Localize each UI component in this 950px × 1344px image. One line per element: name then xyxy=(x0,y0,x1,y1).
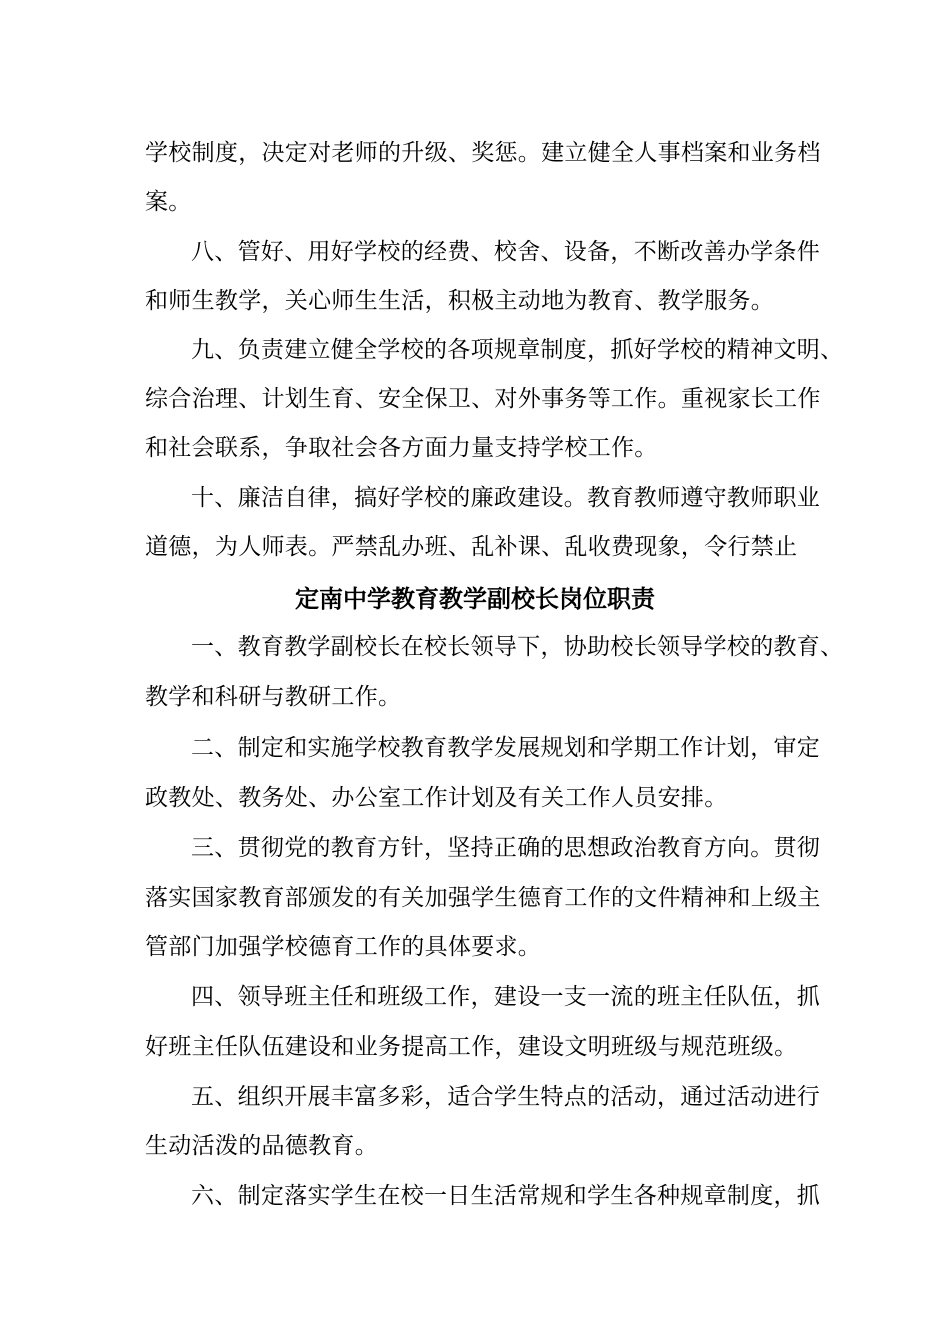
paragraph-line: 生动活泼的品德教育。 xyxy=(145,1133,378,1159)
paragraph-line-item-2: 二、制定和实施学校教育教学发展规划和学期工作计划，审定 xyxy=(191,735,821,761)
paragraph-line: 和社会联系，争取社会各方面力量支持学校工作。 xyxy=(145,435,658,461)
paragraph-line: 案。 xyxy=(145,189,192,215)
paragraph-line-item-6: 六、制定落实学生在校一日生活常规和学生各种规章制度，抓 xyxy=(191,1183,821,1209)
paragraph-line: 管部门加强学校德育工作的具体要求。 xyxy=(145,934,542,960)
paragraph-line: 政教处、教务处、办公室工作计划及有关工作人员安排。 xyxy=(145,785,728,811)
paragraph-line-item-5: 五、组织开展丰富多彩，适合学生特点的活动，通过活动进行 xyxy=(191,1084,821,1110)
section-title: 定南中学教育教学副校长岗位职责 xyxy=(295,585,655,613)
paragraph-line: 学校制度，决定对老师的升级、奖惩。建立健全人事档案和业务档 xyxy=(145,140,821,166)
paragraph-line-item-3: 三、贯彻党的教育方针，坚持正确的思想政治教育方向。贯彻 xyxy=(191,835,821,861)
paragraph-line-item-8: 八、管好、用好学校的经费、校舍、设备，不断改善办学条件 xyxy=(191,239,821,265)
paragraph-line: 和师生教学，关心师生生活，积极主动地为教育、教学服务。 xyxy=(145,288,775,314)
paragraph-line: 道德，为人师表。严禁乱办班、乱补课、乱收费现象，令行禁止 xyxy=(145,534,798,560)
paragraph-line: 教学和科研与教研工作。 xyxy=(145,684,402,710)
paragraph-line-item-1: 一、教育教学副校长在校长领导下，协助校长领导学校的教育、 xyxy=(191,634,844,660)
paragraph-line: 好班主任队伍建设和业务提高工作，建设文明班级与规范班级。 xyxy=(145,1034,798,1060)
paragraph-line: 落实国家教育部颁发的有关加强学生德育工作的文件精神和上级主 xyxy=(145,885,821,911)
paragraph-line-item-9: 九、负责建立健全学校的各项规章制度，抓好学校的精神文明、 xyxy=(191,337,844,363)
paragraph-line-item-10: 十、廉洁自律，搞好学校的廉政建设。教育教师遵守教师职业 xyxy=(191,485,821,511)
paragraph-line-item-4: 四、领导班主任和班级工作，建设一支一流的班主任队伍，抓 xyxy=(191,984,821,1010)
paragraph-line: 综合治理、计划生育、安全保卫、对外事务等工作。重视家长工作 xyxy=(145,386,821,412)
